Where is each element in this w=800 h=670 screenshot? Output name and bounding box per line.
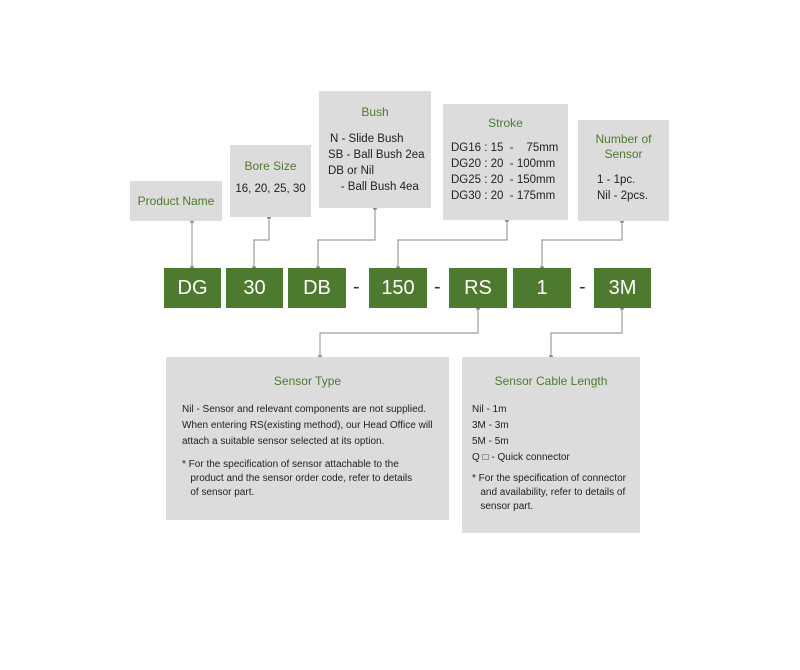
sensor-type-line: attach a suitable sensor selected at its option. (182, 436, 385, 447)
number-of-sensor-title: Sensor (604, 147, 643, 161)
code-150: 150 (369, 268, 427, 308)
number-of-sensor-line: Nil - 2pcs. (597, 190, 649, 202)
bore-size-values: 16, 20, 25, 30 (235, 183, 306, 195)
cable-length-line: 3M - 3m (472, 420, 509, 431)
stroke-line: DG16 : 15 - 75mm (451, 142, 559, 154)
code-rs: RS (449, 268, 507, 308)
cable-length-line: Q □ - Quick connector (472, 452, 570, 463)
cable-length-line: Nil - 1m (472, 404, 507, 415)
cable-length-note: and availability, refer to details of (472, 487, 626, 498)
cable-length-note: sensor part. (472, 501, 534, 512)
product-name-title: Product Name (137, 194, 215, 208)
sensor-type-line: Nil - Sensor and relevant components are not supplied. (182, 404, 427, 415)
stroke-box (443, 104, 568, 220)
bore-size-title: Bore Size (244, 159, 297, 173)
sensor-type-title: Sensor Type (273, 374, 342, 388)
stroke-title: Stroke (488, 116, 523, 130)
bush-title: Bush (361, 105, 389, 119)
code-db: DB (288, 268, 346, 308)
bush-line: DB or Nil (328, 165, 375, 177)
sensor-type-note: product and the sensor order code, refer to details (182, 473, 413, 484)
stroke-line: DG20 : 20 - 100mm (451, 158, 556, 170)
code-dg: DG (164, 268, 221, 308)
bush-line: N - Slide Bush (330, 133, 404, 145)
bore-size-box (230, 145, 311, 217)
bush-line: SB - Ball Bush 2ea (328, 149, 425, 161)
number-of-sensor-box (578, 120, 669, 221)
bush-line: - Ball Bush 4ea (328, 181, 419, 193)
number-of-sensor-line: 1 - 1pc. (597, 174, 636, 186)
sensor-type-note: of sensor part. (182, 487, 255, 498)
number-of-sensor-title: Number of (595, 132, 652, 146)
code-3m: 3M (594, 268, 651, 308)
code-30: 30 (226, 268, 283, 308)
sensor-type-note: * For the specification of sensor attachable to the (182, 459, 399, 470)
code-1: 1 (513, 268, 571, 308)
sensor-cable-length-box (462, 357, 640, 533)
separator-dash: - (353, 276, 360, 298)
cable-length-line: 5M - 5m (472, 436, 509, 447)
stroke-line: DG25 : 20 - 150mm (451, 174, 556, 186)
sensor-type-box (166, 357, 449, 520)
product-name-box (130, 181, 222, 221)
sensor-type-line: When entering RS(existing method), our Head Office will (182, 420, 433, 431)
bush-box (319, 91, 431, 208)
cable-length-note: * For the specification of connector (472, 473, 626, 484)
sensor-cable-length-title: Sensor Cable Length (494, 374, 608, 388)
separator-dash: - (579, 276, 586, 298)
stroke-line: DG30 : 20 - 175mm (451, 190, 556, 202)
separator-dash: - (434, 276, 441, 298)
